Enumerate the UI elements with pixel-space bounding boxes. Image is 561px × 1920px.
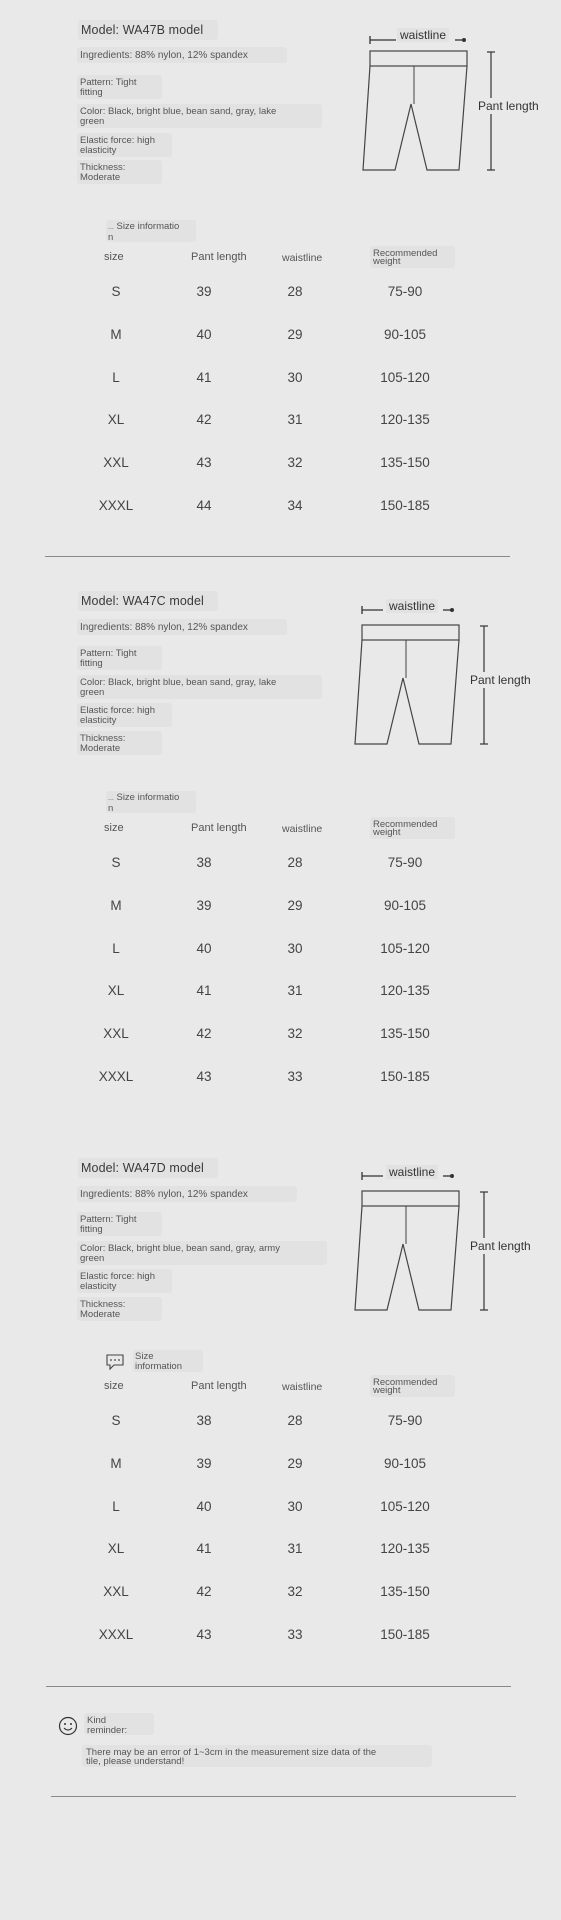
- thickness-text: Thickness: Moderate: [80, 162, 126, 183]
- pant-length-cell: 43: [196, 455, 212, 471]
- header-waistline: waistline: [282, 823, 323, 835]
- size-cell: L: [112, 940, 120, 956]
- size-cell: M: [110, 897, 122, 913]
- weight-cell: 120-135: [380, 1541, 430, 1557]
- color-text: Color: Black, bright blue, bean sand, gray, lake green: [80, 677, 277, 698]
- waistline-cell: 34: [287, 498, 303, 513]
- size-cell: XXL: [103, 455, 129, 471]
- pant-length-cell: 39: [196, 897, 212, 913]
- size-info-label: ... Size informatio n: [108, 792, 180, 814]
- pant-length-cell: 42: [196, 412, 212, 428]
- pant-length-cell: 38: [196, 855, 212, 870]
- size-cell: S: [111, 1413, 121, 1428]
- pant-length-cell: 39: [196, 284, 212, 299]
- size-cell: XXXL: [98, 1069, 134, 1084]
- waistline-cell: 30: [287, 369, 303, 385]
- waistline-cell: 30: [287, 1498, 303, 1514]
- weight-cell: 105-120: [380, 1498, 430, 1514]
- waistline-cell: 29: [287, 897, 303, 913]
- pant-length-cell: 41: [196, 983, 212, 999]
- size-cell: XXXL: [98, 1627, 134, 1642]
- waistline-cell: 31: [287, 412, 303, 428]
- header-pant-length: Pant length: [191, 1380, 247, 1392]
- divider: [45, 556, 510, 557]
- waistline-label: waistline: [386, 1165, 438, 1179]
- size-cell: L: [112, 369, 120, 385]
- size-cell: XXL: [103, 1584, 129, 1600]
- waistline-cell: 33: [287, 1627, 303, 1642]
- weight-cell: 150-185: [380, 498, 430, 513]
- model-title: Model: WA47B model: [81, 23, 204, 37]
- pant-length-cell: 42: [196, 1026, 212, 1042]
- size-cell: M: [110, 326, 122, 342]
- size-info-label: ... Size informatio n: [108, 221, 180, 243]
- pattern-text: Pattern: Tight fitting: [80, 648, 137, 669]
- thickness-text: Thickness: Moderate: [80, 733, 126, 754]
- pant-length-cell: 40: [196, 1498, 212, 1514]
- size-cell: XL: [107, 412, 125, 428]
- pant-length-cell: 39: [196, 1455, 212, 1471]
- pants-diagram: [360, 22, 560, 177]
- size-cell: M: [110, 1455, 122, 1471]
- waistline-cell: 29: [287, 1455, 303, 1471]
- size-cell: S: [111, 855, 121, 870]
- waistline-label: waistline: [397, 28, 449, 42]
- elastic-text: Elastic force: high elasticity: [80, 135, 155, 156]
- waistline-cell: 28: [287, 284, 303, 299]
- pants-diagram: [353, 596, 553, 751]
- pants-diagram: [353, 1162, 553, 1317]
- elastic-text: Elastic force: high elasticity: [80, 1271, 155, 1292]
- weight-cell: 120-135: [380, 412, 430, 428]
- thickness-text: Thickness: Moderate: [80, 1299, 126, 1320]
- reminder-text: There may be an error of 1~3cm in the measurement size data of the tile, please understand!: [86, 1747, 377, 1767]
- waistline-label: waistline: [386, 599, 438, 613]
- pant-length-cell: 42: [196, 1584, 212, 1600]
- waistline-cell: 30: [287, 940, 303, 956]
- header-recommended: Recommended weight: [373, 248, 438, 267]
- ingredients-text: Ingredients: 88% nylon, 12% spandex: [80, 1189, 248, 1200]
- model-title: Model: WA47C model: [81, 594, 204, 608]
- elastic-text: Elastic force: high elasticity: [80, 705, 155, 726]
- size-info-label: Size information: [135, 1351, 182, 1372]
- pattern-text: Pattern: Tight fitting: [80, 77, 137, 98]
- header-size: size: [104, 251, 124, 263]
- weight-cell: 90-105: [383, 1455, 427, 1471]
- pant-length-cell: 43: [196, 1069, 212, 1084]
- weight-cell: 135-150: [380, 455, 430, 471]
- size-cell: XL: [107, 1541, 125, 1557]
- ingredients-text: Ingredients: 88% nylon, 12% spandex: [80, 50, 248, 61]
- size-cell: L: [112, 1498, 120, 1514]
- divider: [51, 1796, 516, 1797]
- size-cell: S: [111, 284, 121, 299]
- weight-cell: 135-150: [380, 1584, 430, 1600]
- weight-cell: 75-90: [387, 1413, 423, 1428]
- pattern-text: Pattern: Tight fitting: [80, 1214, 137, 1235]
- waistline-cell: 31: [287, 1541, 303, 1557]
- pant-length-label: Pant length: [478, 99, 539, 113]
- pant-length-cell: 38: [196, 1413, 212, 1428]
- reminder-title: Kind reminder:: [87, 1715, 128, 1736]
- weight-cell: 120-135: [380, 983, 430, 999]
- weight-cell: 105-120: [380, 940, 430, 956]
- weight-cell: 90-105: [383, 897, 427, 913]
- pant-length-cell: 44: [196, 498, 212, 513]
- header-recommended: Recommended weight: [373, 1377, 438, 1396]
- divider: [46, 1686, 511, 1687]
- ingredients-text: Ingredients: 88% nylon, 12% spandex: [80, 622, 248, 633]
- weight-cell: 75-90: [387, 855, 423, 870]
- header-waistline: waistline: [282, 252, 323, 264]
- weight-cell: 150-185: [380, 1627, 430, 1642]
- pant-length-label: Pant length: [470, 1239, 531, 1253]
- pant-length-cell: 41: [196, 1541, 212, 1557]
- chat-bubble-icon: [105, 1353, 125, 1376]
- waistline-cell: 29: [287, 326, 303, 342]
- pant-length-cell: 40: [196, 326, 212, 342]
- model-title: Model: WA47D model: [81, 1161, 204, 1175]
- pant-length-cell: 43: [196, 1627, 212, 1642]
- waistline-cell: 32: [287, 1026, 303, 1042]
- header-pant-length: Pant length: [191, 251, 247, 263]
- color-text: Color: Black, bright blue, bean sand, gray, army green: [80, 1243, 280, 1264]
- header-size: size: [104, 1380, 124, 1392]
- waistline-cell: 32: [287, 1584, 303, 1600]
- weight-cell: 105-120: [380, 369, 430, 385]
- size-cell: XXL: [103, 1026, 129, 1042]
- pant-length-label: Pant length: [470, 673, 531, 687]
- waistline-cell: 28: [287, 855, 303, 870]
- smiley-icon: [58, 1716, 78, 1741]
- header-pant-length: Pant length: [191, 822, 247, 834]
- weight-cell: 135-150: [380, 1026, 430, 1042]
- pant-length-cell: 41: [196, 369, 212, 385]
- waistline-cell: 31: [287, 983, 303, 999]
- header-recommended: Recommended weight: [373, 819, 438, 838]
- header-waistline: waistline: [282, 1381, 323, 1393]
- pant-length-cell: 40: [196, 940, 212, 956]
- waistline-cell: 32: [287, 455, 303, 471]
- size-cell: XL: [107, 983, 125, 999]
- weight-cell: 150-185: [380, 1069, 430, 1084]
- weight-cell: 90-105: [383, 326, 427, 342]
- waistline-cell: 28: [287, 1413, 303, 1428]
- color-text: Color: Black, bright blue, bean sand, gray, lake green: [80, 106, 277, 127]
- size-cell: XXXL: [98, 498, 134, 513]
- waistline-cell: 33: [287, 1069, 303, 1084]
- weight-cell: 75-90: [387, 284, 423, 299]
- header-size: size: [104, 822, 124, 834]
